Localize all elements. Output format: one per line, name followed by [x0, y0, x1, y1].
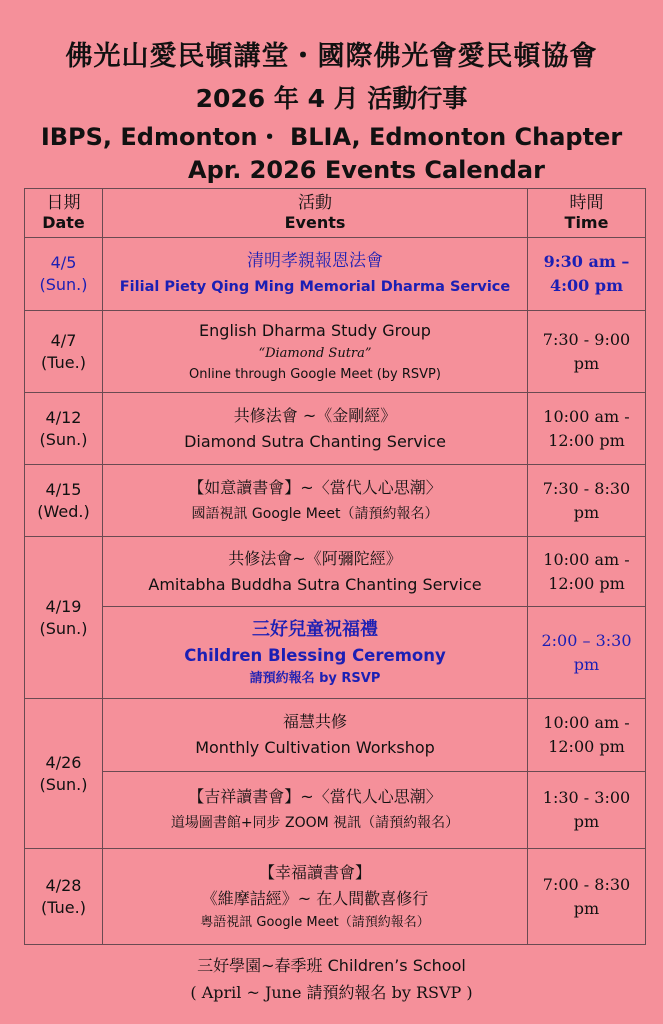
event-note: 粵語視訊 Google Meet（請預約報名）: [200, 914, 430, 930]
title-chinese: 佛光山愛民頓講堂・國際佛光會愛民頓協會: [65, 41, 598, 72]
time-end: 12:00 pm: [548, 573, 625, 593]
header-row: [25, 189, 646, 238]
table-row: [25, 772, 646, 849]
event-note: 國語視訊 Google Meet（請預約報名）: [191, 505, 439, 522]
event-cell: [103, 699, 528, 772]
date-text: 4/15: [45, 479, 82, 499]
event-cell: [103, 772, 528, 849]
event-note: 請預約報名 by RSVP: [249, 670, 381, 686]
event-title: 【如意讀書會】~〈當代人心思潮〉: [188, 477, 442, 497]
time-cell: [528, 537, 646, 607]
date-column-header: [25, 189, 103, 238]
day-text: (Wed.): [37, 501, 90, 521]
time-end: pm: [573, 353, 600, 373]
time-end: pm: [573, 654, 600, 674]
table-row: [25, 238, 646, 311]
time-cell: [528, 311, 646, 393]
table-row: [25, 465, 646, 537]
time-cell: [528, 238, 646, 311]
time-end: 12:00 pm: [548, 737, 625, 756]
event-title-en: Diamond Sutra Chanting Service: [184, 431, 446, 451]
time-end: pm: [573, 502, 600, 522]
event-cell: [103, 537, 528, 607]
day-text: (Sun.): [39, 618, 88, 638]
time-header-zh: 時間: [569, 193, 604, 213]
date-text: 4/26: [45, 752, 82, 772]
event-cell: [103, 849, 528, 945]
time-column-header: [528, 189, 646, 238]
event-cell: [103, 465, 528, 537]
date-header-zh: 日期: [46, 193, 81, 213]
time-start: 7:30 - 9:00: [542, 329, 631, 349]
day-text: (Sun.): [39, 275, 88, 294]
event-title-en: Amitabha Buddha Sutra Chanting Service: [148, 574, 482, 594]
event-note: Online through Google Meet (by RSVP): [189, 366, 441, 382]
month-title: 2026 年 4 月 活動行事: [195, 84, 468, 113]
title-english: IBPS, Edmonton・ BLIA, Edmonton Chapter: [40, 123, 623, 151]
table-row: [25, 393, 646, 465]
event-title-zh: 共修法會 ~《金剛經》: [233, 405, 397, 425]
event-title-en: Filial Piety Qing Ming Memorial Dharma Service: [119, 279, 511, 295]
table-row: [25, 849, 646, 945]
table-row: [25, 607, 646, 699]
events-table: [24, 188, 646, 945]
event-title-zh: 三好兒童祝福禮: [252, 618, 378, 640]
event-title: 【吉祥讀書會】~〈當代人心思潮〉: [188, 787, 442, 806]
event-title-en: Monthly Cultivation Workshop: [195, 738, 435, 757]
time-start: 10:00 am -: [543, 549, 630, 569]
time-header-en: Time: [564, 213, 609, 232]
event-cell: [103, 238, 528, 311]
date-cell: [25, 465, 103, 537]
day-text: (Sun.): [39, 429, 88, 449]
calendar-title: Apr. 2026 Events Calendar: [188, 156, 545, 184]
event-title-en: Children Blessing Ceremony: [184, 645, 446, 665]
time-start: 9:30 am –: [543, 252, 630, 271]
event-subtitle: 《維摩詰經》~ 在人間歡喜修行: [201, 888, 429, 908]
time-end: 4:00 pm: [550, 276, 623, 295]
date-cell: [25, 238, 103, 311]
time-start: 10:00 am -: [543, 406, 630, 426]
time-start: 1:30 - 3:00: [542, 788, 631, 807]
date-cell: [25, 393, 103, 465]
event-title-zh: 清明孝親報恩法會: [247, 251, 383, 271]
event-cell: [103, 393, 528, 465]
time-cell: [528, 465, 646, 537]
time-cell: [528, 393, 646, 465]
time-end: pm: [573, 898, 600, 918]
events-column-header: [103, 189, 528, 238]
event-cell: [103, 607, 528, 699]
date-text: 4/12: [45, 407, 82, 427]
footer-line-1: 三好學園~春季班 Children’s School: [197, 956, 466, 975]
date-cell: [25, 849, 103, 945]
date-text: 4/19: [45, 596, 82, 616]
date-cell: [25, 699, 103, 849]
footer-line-2: ( April ~ June 請預約報名 by RSVP ): [190, 983, 473, 1002]
event-cell: [103, 311, 528, 393]
date-text: 4/5: [50, 253, 77, 272]
date-cell: [25, 311, 103, 393]
day-text: (Tue.): [41, 897, 86, 917]
day-text: (Sun.): [39, 774, 88, 794]
time-cell: [528, 849, 646, 945]
time-end: pm: [573, 812, 600, 831]
time-start: 10:00 am -: [543, 713, 630, 732]
event-title-zh: 福慧共修: [282, 712, 347, 731]
event-title-zh: 共修法會~《阿彌陀經》: [228, 548, 402, 568]
time-cell: [528, 607, 646, 699]
day-text: (Tue.): [41, 352, 86, 372]
time-start: 7:00 - 8:30: [542, 874, 631, 894]
time-end: 12:00 pm: [548, 430, 625, 450]
time-start: 7:30 - 8:30: [542, 478, 631, 498]
time-start: 2:00 – 3:30: [541, 630, 632, 650]
date-header-en: Date: [42, 213, 85, 232]
table-row: [25, 311, 646, 393]
table-row: [25, 537, 646, 607]
event-subtitle: “Diamond Sutra”: [258, 345, 372, 361]
time-cell: [528, 772, 646, 849]
table-row: [25, 699, 646, 772]
event-title: 【幸福讀書會】: [258, 862, 371, 882]
events-header-en: Events: [284, 213, 346, 232]
date-cell: [25, 537, 103, 699]
event-note: 道場圖書館+同步 ZOOM 視訊（請預約報名）: [170, 815, 460, 831]
time-cell: [528, 699, 646, 772]
date-text: 4/28: [45, 875, 82, 895]
date-text: 4/7: [50, 330, 77, 350]
event-title: English Dharma Study Group: [199, 320, 431, 340]
events-header-zh: 活動: [298, 193, 332, 213]
footer: [0, 952, 663, 1006]
